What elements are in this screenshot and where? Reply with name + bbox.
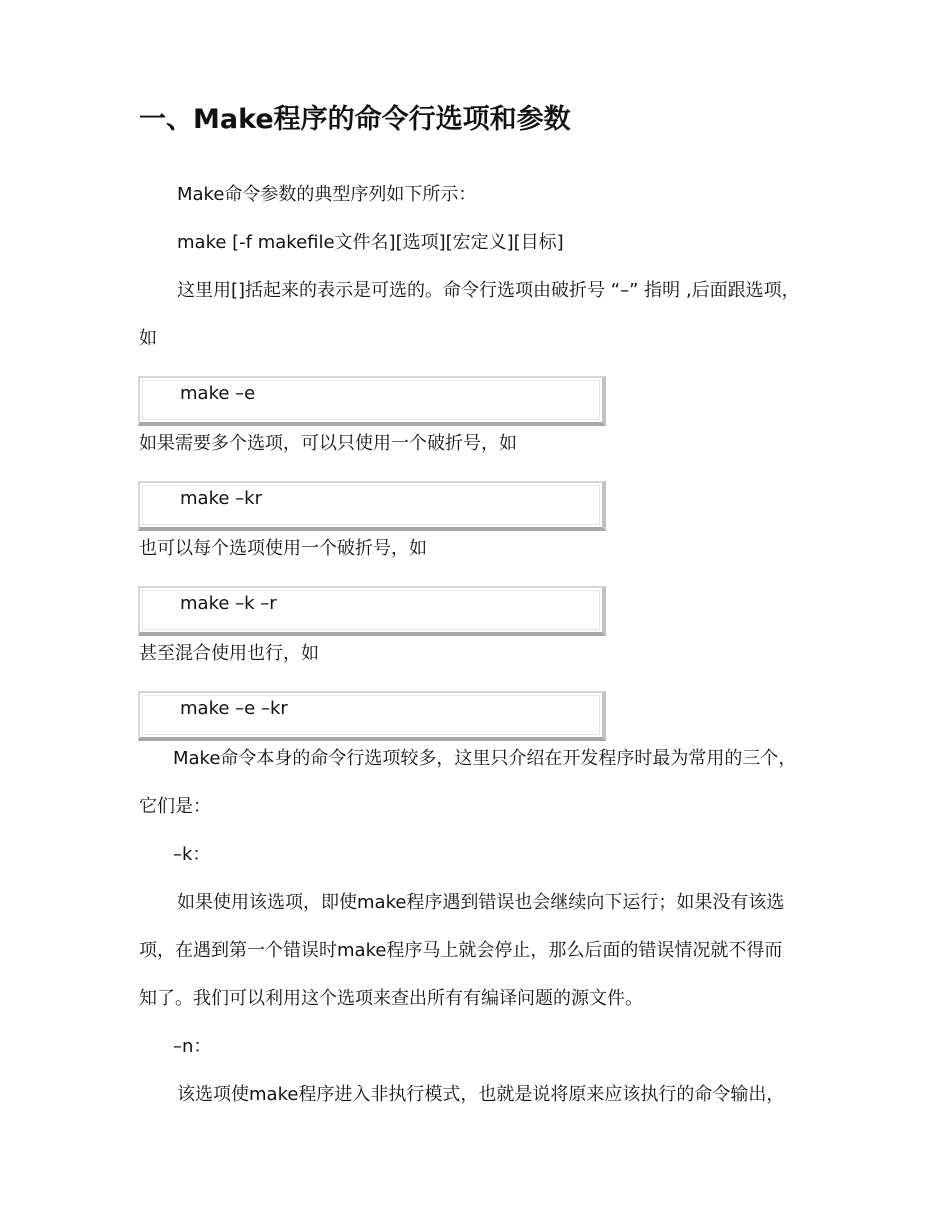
option-k-description-line-3: 知了。我们可以利用这个选项来查出所有有编译问题的源文件。 — [139, 988, 643, 1009]
code-text: make –e –kr — [180, 698, 288, 719]
option-n-description-line-1: 该选项使make程序进入非执行模式，也就是说将原来应该执行的命令输出， — [177, 1084, 785, 1105]
intro-paragraph: Make命令参数的典型序列如下所示： — [177, 184, 477, 205]
multi-option-paragraph: 如果需要多个选项，可以只使用一个破折号，如 — [139, 433, 517, 454]
options-paragraph-line-1: 这里用[]括起来的表示是可选的。命令行选项由破折号 “–” 指明 ,后面跟选项， — [177, 280, 800, 301]
separate-dash-paragraph: 也可以每个选项使用一个破折号，如 — [139, 538, 427, 559]
section-heading: 一、Make程序的命令行选项和参数 — [139, 104, 571, 135]
option-k-description-line-1: 如果使用该选项，即使make程序遇到错误也会继续向下运行；如果没有该选 — [177, 892, 785, 913]
code-text: make –k –r — [180, 593, 277, 614]
code-block-3 — [138, 586, 606, 636]
code-block-1 — [138, 376, 606, 426]
command-syntax: make [-f makefile文件名][选项][宏定义][目标] — [177, 232, 564, 253]
code-text: make –e — [180, 383, 256, 404]
option-k-label: –k： — [173, 844, 211, 865]
code-text: make –kr — [180, 488, 262, 509]
options-paragraph-line-2: 如 — [139, 328, 157, 349]
common-options-paragraph-line-1: Make命令本身的命令行选项较多，这里只介绍在开发程序时最为常用的三个， — [173, 748, 797, 769]
code-block-2 — [138, 481, 606, 531]
code-block-4 — [138, 691, 606, 741]
common-options-paragraph-line-2: 它们是： — [139, 796, 211, 817]
option-k-description-line-2: 项，在遇到第一个错误时make程序马上就会停止，那么后面的错误情况就不得而 — [139, 940, 783, 961]
option-n-label: –n： — [173, 1036, 212, 1057]
mixed-usage-paragraph: 甚至混合使用也行，如 — [139, 643, 319, 664]
